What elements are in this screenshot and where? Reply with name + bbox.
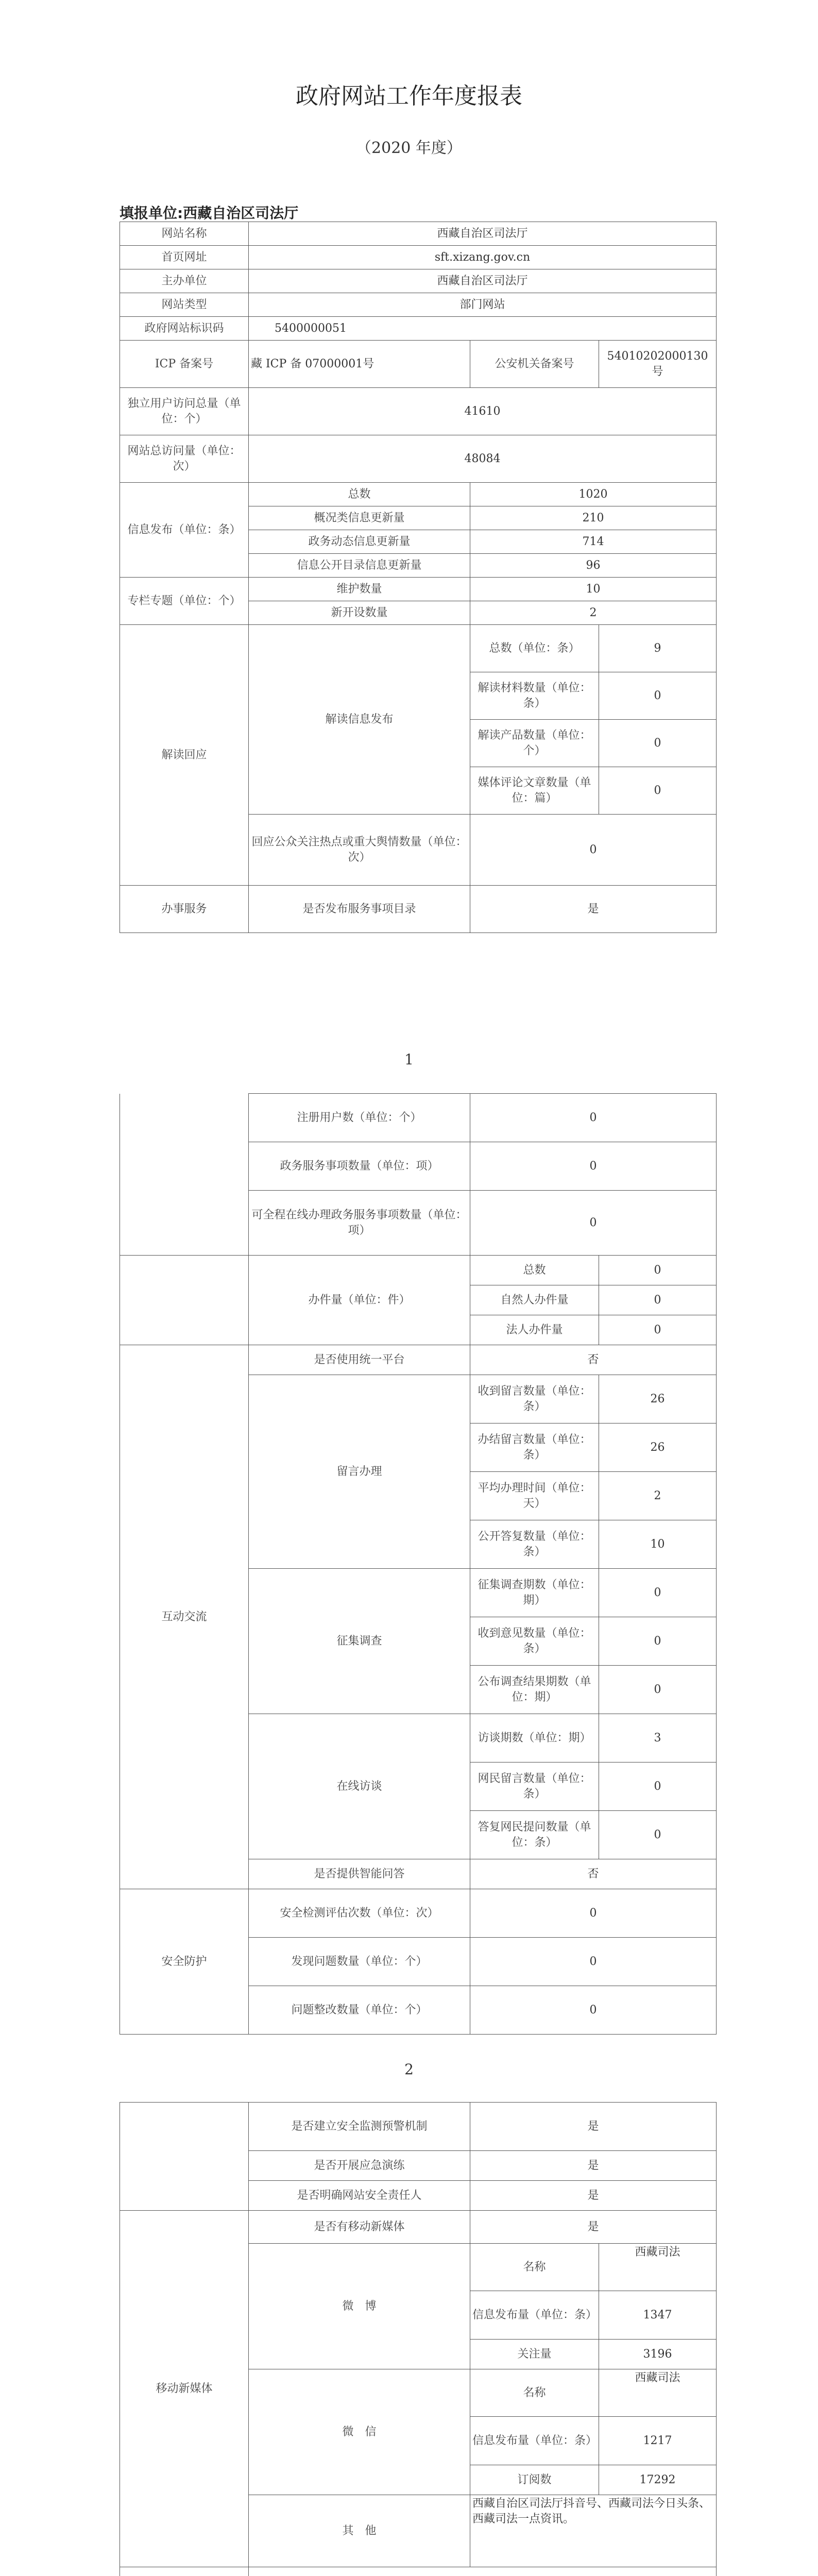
service-legal-label: 法人办件量 [470,1315,599,1345]
weibo-name-label: 名称 [470,2244,599,2291]
host-unit-value: 西藏自治区司法厅 [249,269,717,293]
wechat-name-value: 西藏司法 [599,2369,717,2417]
police-label: 公安机关备案号 [470,341,599,388]
security-drill-value: 是 [470,2151,717,2181]
weibo-posts-value: 1347 [599,2291,717,2340]
column-new-value: 2 [470,601,717,625]
mobile-weibo-label: 微 博 [249,2244,470,2369]
interact-platform-label: 是否使用统一平台 [249,1345,470,1375]
interact-talk-label: 在线访谈 [249,1714,470,1859]
interact-avg-value: 2 [599,1472,717,1520]
report-title: 政府网站工作年度报表 [296,83,522,109]
home-url-label: 首页网址 [120,246,249,269]
interact-msg-label: 留言办理 [249,1375,470,1569]
service-handle-total-label: 总数 [470,1256,599,1285]
security-fixed-value: 0 [470,1986,717,2035]
interact-talk-ans-label: 答复网民提问数量（单位：条） [470,1811,599,1859]
service-legal-value: 0 [599,1315,717,1345]
visitors-value: 41610 [249,388,717,435]
interact-done-label: 办结留言数量（单位：条） [470,1423,599,1472]
interp-material-label: 解读材料数量（单位：条） [470,672,599,720]
site-name-label: 网站名称 [120,222,249,246]
wechat-posts-label: 信息发布量（单位：条） [470,2417,599,2465]
weibo-posts-label: 信息发布量（单位：条） [470,2291,599,2340]
service-cont-cell [120,1094,249,1256]
wechat-subs-value: 17292 [599,2465,717,2495]
interact-pub-value: 10 [599,1520,717,1569]
interact-survey-label: 征集调查 [249,1569,470,1714]
views-value: 48084 [249,435,717,483]
innovation-options [249,2567,717,2576]
mobile-other-label: 其 他 [249,2495,470,2567]
icp-label: ICP 备案号 [120,341,249,388]
interp-label: 解读回应 [120,625,249,886]
interact-opinion-label: 收到意见数量（单位：条） [470,1617,599,1666]
weibo-name-value: 西藏司法 [599,2244,717,2291]
interact-pub-label: 公开答复数量（单位：条） [470,1520,599,1569]
info-open-value: 96 [470,554,717,578]
report-year: （2020 年度） [356,139,462,157]
service-online-value: 0 [470,1191,717,1256]
innovation-label [120,2567,249,2576]
interact-ai-label: 是否提供智能问答 [249,1859,470,1889]
site-type-value: 部门网站 [249,293,717,317]
mobile-label: 移动新媒体 [120,2211,249,2567]
interact-done-value: 26 [599,1423,717,1472]
security-drill-label: 是否开展应急演练 [249,2151,470,2181]
security-warn-value: 是 [470,2103,717,2151]
interp-material-value: 0 [599,672,717,720]
interact-recv-label: 收到留言数量（单位：条） [470,1375,599,1423]
table-page-2 [120,1093,717,2035]
info-release-label: 信息发布（单位：条） [120,483,249,578]
interact-talk-n-label: 访谈期数（单位：期） [470,1714,599,1762]
security-warn-label: 是否建立安全监测预警机制 [249,2103,470,2151]
service-online-label: 可全程在线办理政务服务事项数量（单位：项） [249,1191,470,1256]
police-value: 54010202000130 号 [599,341,717,388]
mobile-other-value: 西藏自治区司法厅抖音号、西藏司法今日头条、西藏司法一点资讯。 [470,2495,717,2567]
column-new-label: 新开设数量 [249,601,470,625]
interact-opinion-value: 0 [599,1617,717,1666]
info-news-label: 政务动态信息更新量 [249,530,470,554]
interp-media-value: 0 [599,767,717,815]
interact-label: 互动交流 [120,1345,249,1889]
table-page-3 [120,2102,717,2576]
service-reg-value: 0 [470,1094,717,1142]
site-code-value: 5400000051 [249,317,717,341]
service-catalog-label: 是否发布服务事项目录 [249,886,470,933]
service-items-value: 0 [470,1142,717,1191]
interp-product-label: 解读产品数量（单位：个） [470,720,599,767]
interp-product-value: 0 [599,720,717,767]
page-number-2: 2 [404,2061,414,2078]
interp-sub-label: 解读信息发布 [249,625,470,815]
security-person-label: 是否明确网站安全责任人 [249,2181,470,2211]
mobile-wechat-label: 微 信 [249,2369,470,2495]
security-fixed-label: 问题整改数量（单位：个） [249,1986,470,2035]
security-check-value: 0 [470,1889,717,1938]
security-label: 安全防护 [120,1889,249,2035]
info-total-value: 1020 [470,483,717,506]
site-name-value: 西藏自治区司法厅 [249,222,717,246]
column-maintain-value: 10 [470,578,717,601]
wechat-name-label: 名称 [470,2369,599,2417]
service-label: 办事服务 [120,886,249,933]
icp-value: 藏 ICP 备 07000001号 [249,341,470,388]
interact-result-label: 公布调查结果期数（单位：期） [470,1666,599,1714]
wechat-posts-value: 1217 [599,2417,717,2465]
visitors-label: 独立用户访问总量（单位：个） [120,388,249,435]
interp-total-label: 总数（单位：条） [470,625,599,672]
home-url-value: sft.xizang.gov.cn [249,246,717,269]
table-page-1 [120,222,717,933]
security-cont-cell [120,2103,249,2211]
views-label: 网站总访问量（单位：次） [120,435,249,483]
interp-respond-value: 0 [470,815,717,886]
weibo-fans-value: 3196 [599,2340,717,2369]
security-person-value: 是 [470,2181,717,2211]
service-blank-cell [120,1256,249,1345]
info-overview-value: 210 [470,506,717,530]
interact-talk-n-value: 3 [599,1714,717,1762]
mobile-has-value: 是 [470,2211,717,2244]
info-news-value: 714 [470,530,717,554]
interact-survey-n-value: 0 [599,1569,717,1617]
security-found-value: 0 [470,1938,717,1986]
service-handle-label: 办件量（单位：件） [249,1256,470,1345]
service-person-label: 自然人办件量 [470,1285,599,1315]
wechat-subs-label: 订阅数 [470,2465,599,2495]
info-open-label: 信息公开目录信息更新量 [249,554,470,578]
interact-survey-n-label: 征集调查期数（单位：期） [470,1569,599,1617]
interact-ai-value: 否 [470,1859,717,1889]
fill-unit: 填报单位:西藏自治区司法厅 [120,205,299,222]
info-total-label: 总数 [249,483,470,506]
security-check-label: 安全检测评估次数（单位：次） [249,1889,470,1938]
page-number-1: 1 [404,1051,414,1068]
weibo-fans-label: 关注量 [470,2340,599,2369]
interact-recv-value: 26 [599,1375,717,1423]
column-maintain-label: 维护数量 [249,578,470,601]
info-overview-label: 概况类信息更新量 [249,506,470,530]
service-catalog-value: 是 [470,886,717,933]
interact-talk-ans-value: 0 [599,1811,717,1859]
host-unit-label: 主办单位 [120,269,249,293]
interact-platform-value: 否 [470,1345,717,1375]
interact-result-value: 0 [599,1666,717,1714]
service-reg-label: 注册用户数（单位：个） [249,1094,470,1142]
interact-avg-label: 平均办理时间（单位：天） [470,1472,599,1520]
interact-talk-msg-label: 网民留言数量（单位：条） [470,1762,599,1811]
service-items-label: 政务服务事项数量（单位：项） [249,1142,470,1191]
column-label: 专栏专题（单位：个） [120,578,249,625]
service-handle-total-value: 0 [599,1256,717,1285]
interp-respond-label: 回应公众关注热点或重大舆情数量（单位：次） [249,815,470,886]
site-code-label: 政府网站标识码 [120,317,249,341]
mobile-has-label: 是否有移动新媒体 [249,2211,470,2244]
site-type-label: 网站类型 [120,293,249,317]
interp-media-label: 媒体评论文章数量（单位：篇） [470,767,599,815]
interact-talk-msg-value: 0 [599,1762,717,1811]
interp-total-value: 9 [599,625,717,672]
service-person-value: 0 [599,1285,717,1315]
security-found-label: 发现问题数量（单位：个） [249,1938,470,1986]
